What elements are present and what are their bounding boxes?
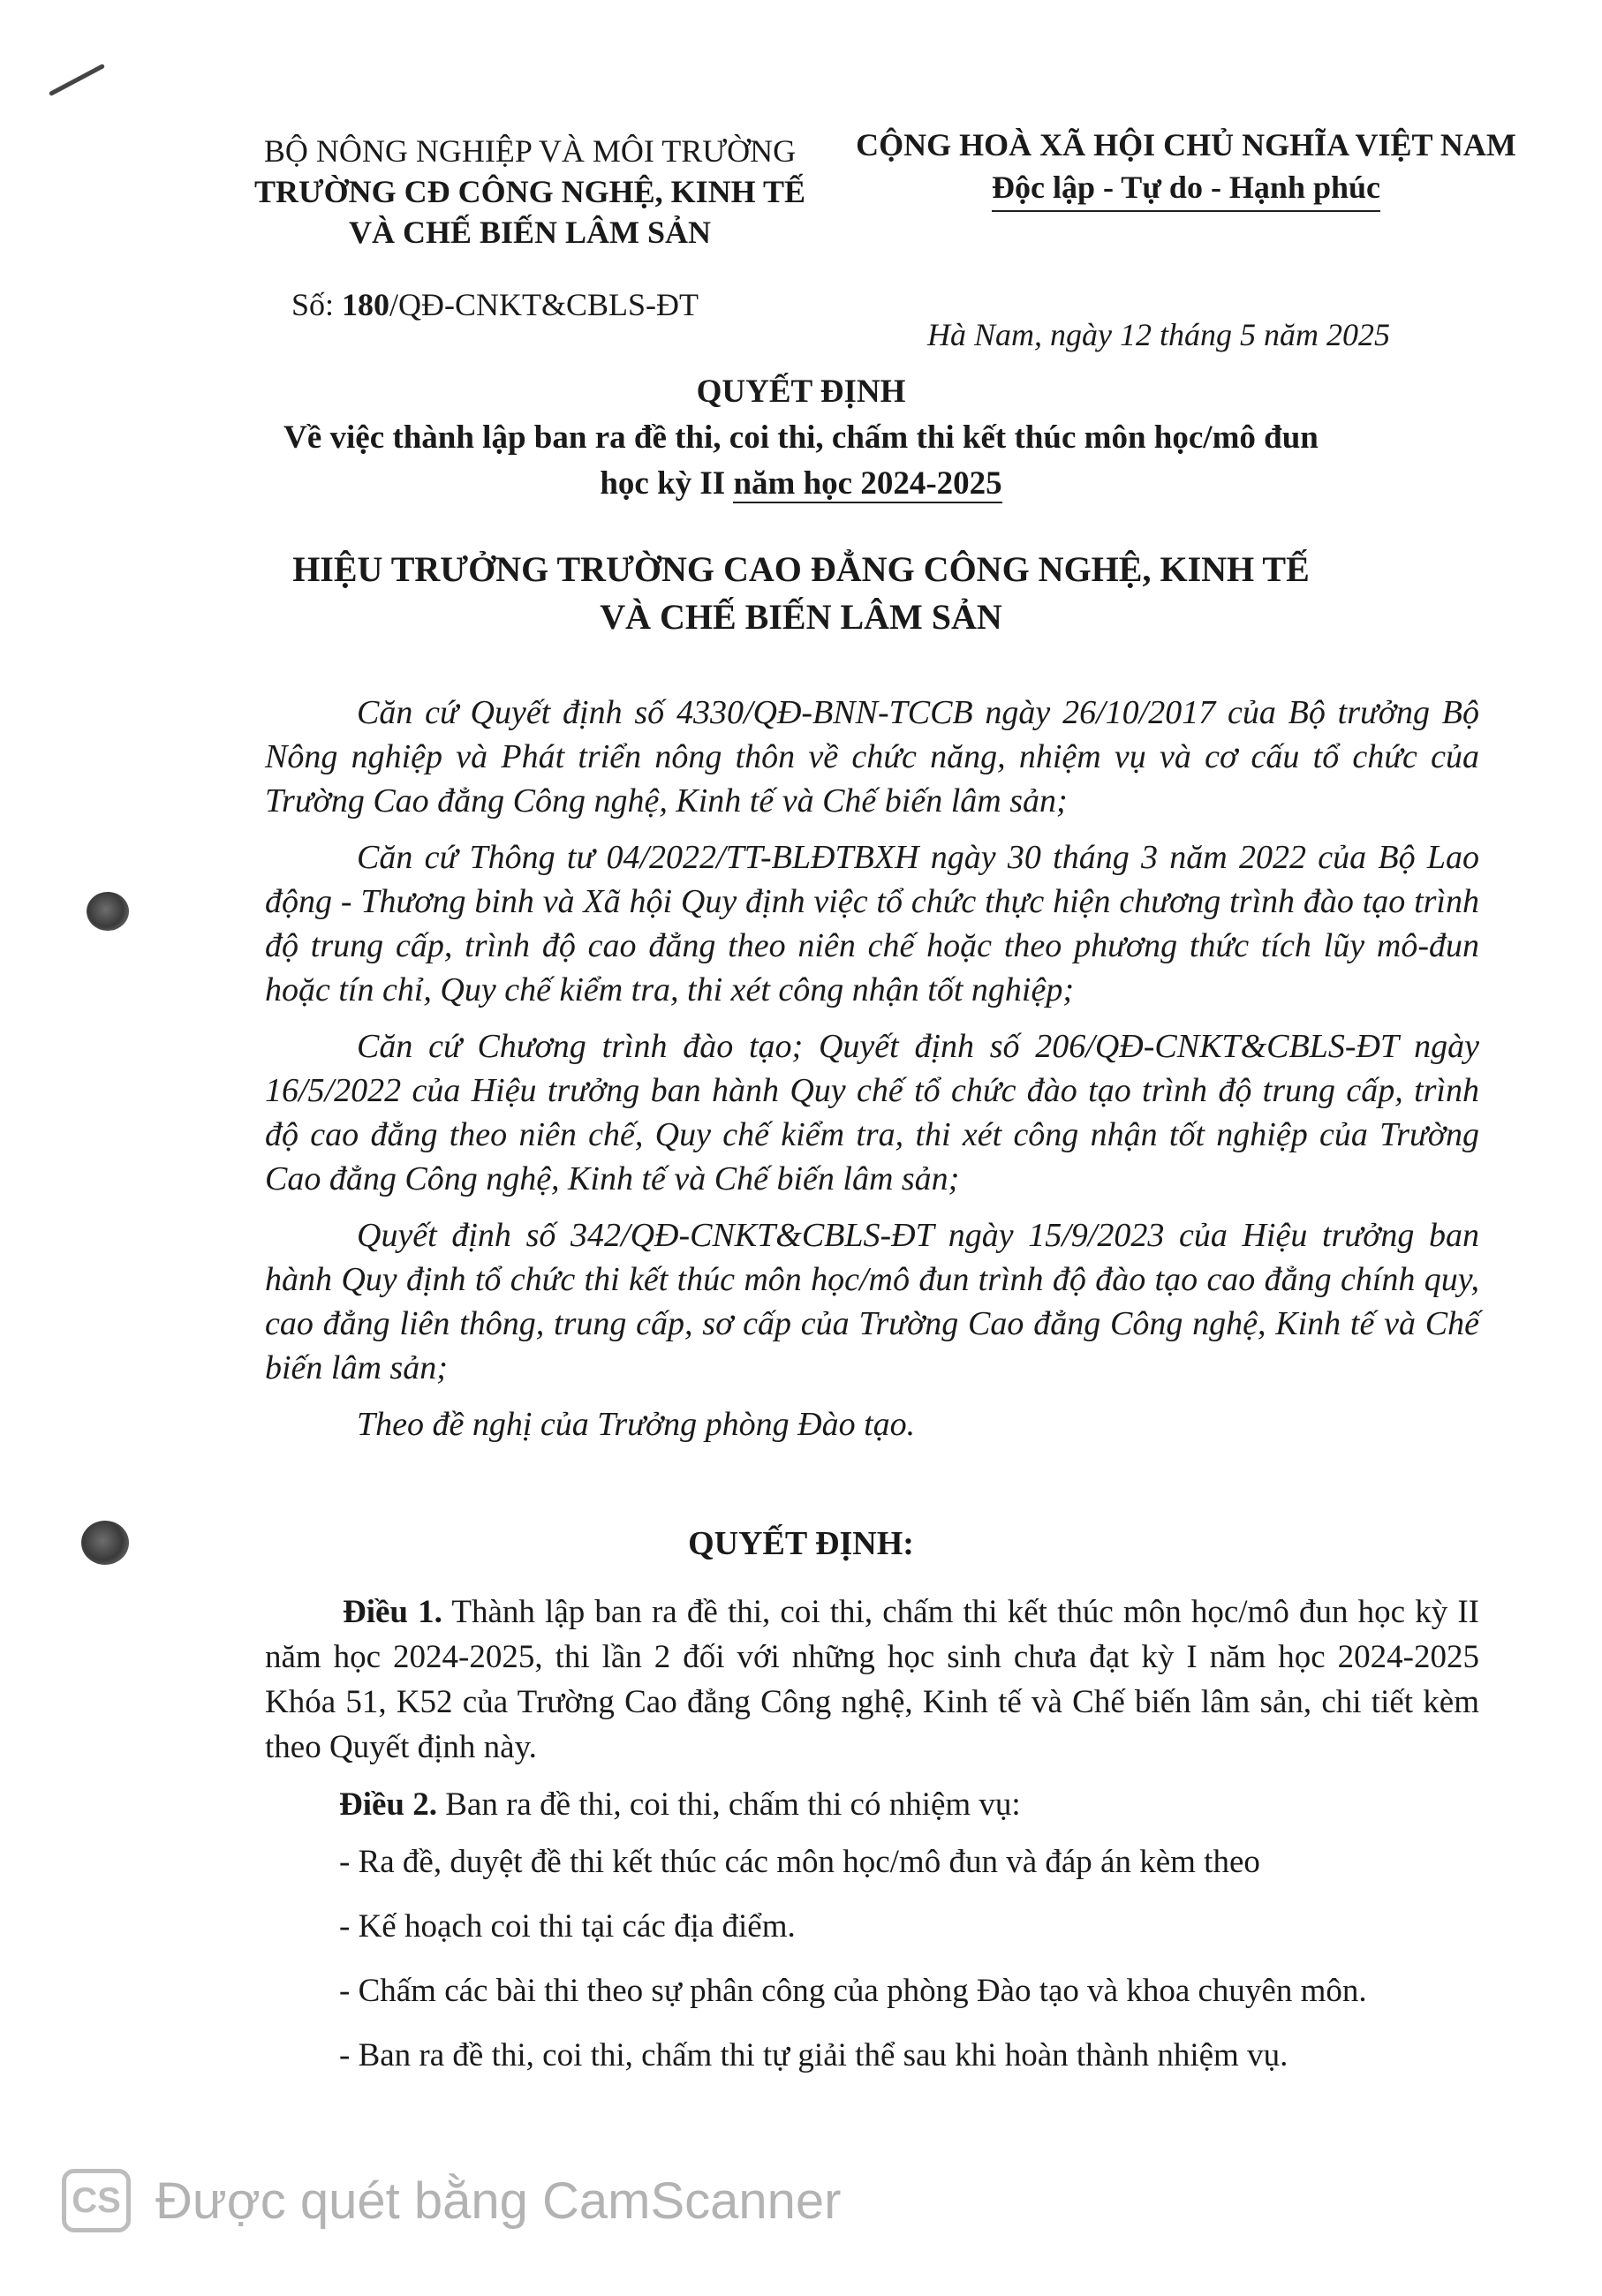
- article-1: [265, 1590, 1479, 1770]
- national-title: [837, 124, 1535, 212]
- legal-basis-item: Căn cứ Thông tư 04/2022/TT-BLĐTBXH ngày 30 tháng 3 năm 2022 của Bộ Lao động - Thương binh và Xã hội Quy định việc tổ chức thực hiện chương trình đào tạo trình độ trung cấp, trình độ cao đẳng theo niên chế hoặc theo phương thức tích lũy mô-đun hoặc tín chỉ, Quy chế kiểm tra, thi xét công nhận tốt nghiệp;: [265, 839, 1479, 1008]
- articles: [265, 1590, 1479, 2097]
- place-and-date: Hà Nam, ngày 12 tháng 5 năm 2025: [927, 317, 1390, 352]
- decision-heading: QUYẾT ĐỊNH:: [688, 1525, 914, 1562]
- authority-line-2: VÀ CHẾ BIẾN LÂM SẢN: [600, 597, 1002, 637]
- watermark-text: Được quét bằng CamScanner: [155, 2171, 842, 2230]
- title-subtitle-2b: năm học 2024-2025: [733, 465, 1002, 502]
- doc-number-suffix: /QĐ-CNKT&CBLS-ĐT: [389, 287, 699, 322]
- doc-number-prefix: Số:: [291, 287, 343, 322]
- duty-item: - Chấm các bài thi theo sự phân công của phòng Đào tạo và khoa chuyên môn.: [339, 1973, 1367, 2009]
- article-1-label: Điều 1.: [343, 1594, 442, 1630]
- article-2-label: Điều 2.: [339, 1786, 437, 1823]
- issuing-agency: [238, 131, 821, 253]
- legal-basis-item: Căn cứ Chương trình đào tạo; Quyết định số 206/QĐ-CNKT&CBLS-ĐT ngày 16/5/2022 của Hiệu trưởng ban hành Quy chế tổ chức đào tạo trình độ trung cấp, trình độ cao đẳng theo niên chế, Quy chế kiểm tra, thi xét công nhận tốt nghiệp của Trường Cao đẳng Công nghệ, Kinh tế và Chế biến lâm sản;: [265, 1028, 1479, 1197]
- school-name-line-2: VÀ CHẾ BIẾN LÂM SẢN: [348, 215, 712, 250]
- pen-mark: [49, 64, 105, 96]
- legal-basis-item: Quyết định số 342/QĐ-CNKT&CBLS-ĐT ngày 15/9/2023 của Hiệu trưởng ban hành Quy định tổ chức thi kết thúc môn học/mô đun trình độ đào tạo cao đẳng chính quy, cao đẳng liên thông, trung cấp, sơ cấp của Trường Cao đẳng Công nghệ, Kinh tế và Chế biến lâm sản;: [265, 1217, 1479, 1386]
- duty-item: - Kế hoạch coi thi tại các địa điểm.: [339, 1908, 796, 1945]
- document-title: [0, 369, 1602, 507]
- legal-basis-item: Căn cứ Quyết định số 4330/QĐ-BNN-TCCB ngày 26/10/2017 của Bộ trưởng Bộ Nông nghiệp và Phát triển nông thôn về chức năng, nhiệm vụ và cơ cấu tổ chức của Trường Cao đẳng Công nghệ, Kinh tế và Chế biến lâm sản;: [265, 694, 1479, 819]
- country-name: CỘNG HOÀ XÃ HỘI CHỦ NGHĨA VIỆT NAM: [856, 127, 1516, 162]
- article-2-text: Ban ra đề thi, coi thi, chấm thi có nhiệm vụ:: [437, 1786, 1021, 1823]
- article-1-text: Thành lập ban ra đề thi, coi thi, chấm thi kết thúc môn học/mô đun học kỳ II năm học 2024-2025, thi lần 2 đối với những học sinh chưa đạt kỳ I năm học 2024-2025 Khóa 51, K52 của Trường Cao đẳng Công nghệ, Kinh tế và Chế biến lâm sản, chi tiết kèm theo Quyết định này.: [265, 1594, 1479, 1765]
- article-2: [265, 1782, 1479, 1827]
- ministry-name: BỘ NÔNG NGHIỆP VÀ MÔI TRƯỜNG: [263, 133, 797, 169]
- scanner-watermark: [62, 2169, 842, 2232]
- title-subtitle-2a: học kỳ II: [600, 465, 734, 502]
- school-name-line-1: TRƯỜNG CĐ CÔNG NGHỆ, KINH TẾ: [253, 174, 806, 209]
- authority-line-1: HIỆU TRƯỞNG TRƯỜNG CAO ĐẲNG CÔNG NGHỆ, KINH TẾ: [292, 549, 1310, 589]
- national-motto: Độc lập - Tự do - Hạnh phúc: [992, 166, 1380, 212]
- duty-item: - Ban ra đề thi, coi thi, chấm thi tự giải thể sau khi hoàn thành nhiệm vụ.: [339, 2037, 1288, 2073]
- camscanner-logo-icon: CS: [62, 2169, 131, 2232]
- doc-number-value: 180: [342, 287, 390, 322]
- legal-basis-item: Theo đề nghị của Trưởng phòng Đào tạo.: [357, 1406, 916, 1443]
- title-heading: QUYẾT ĐỊNH: [696, 374, 906, 410]
- document-number: [291, 286, 699, 323]
- title-subtitle-2: [0, 461, 1602, 507]
- duty-item: - Ra đề, duyệt đề thi kết thúc các môn học/mô đun và đáp án kèm theo: [339, 1844, 1260, 1880]
- issuing-authority: [0, 546, 1602, 641]
- article-2-duties: [265, 1839, 1479, 2078]
- title-subtitle-1: Về việc thành lập ban ra đề thi, coi thi, chấm thi kết thúc môn học/mô đun: [283, 419, 1319, 456]
- legal-bases: [265, 691, 1479, 1459]
- punch-hole-icon: [87, 892, 129, 931]
